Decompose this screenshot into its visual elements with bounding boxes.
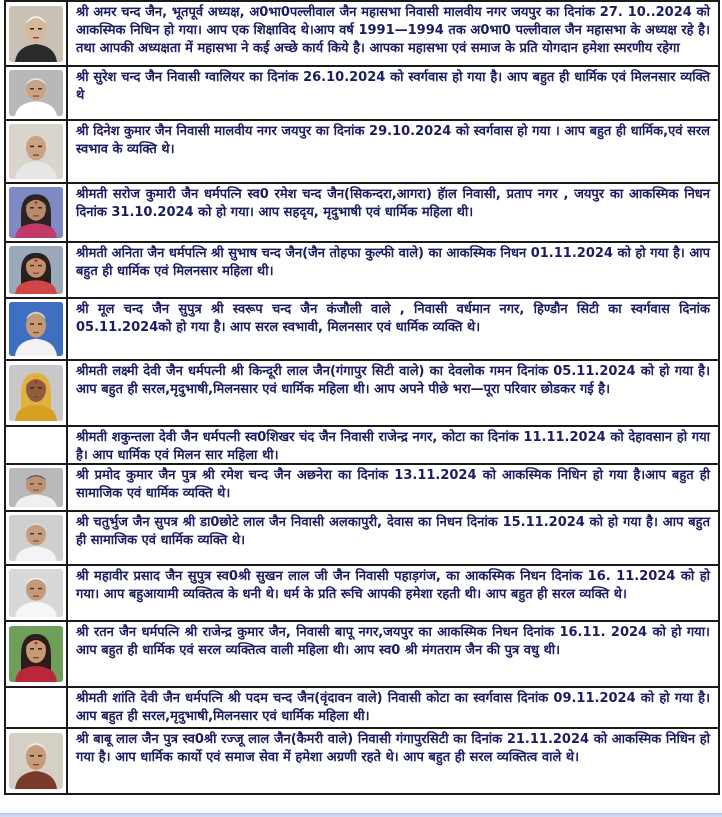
portrait-photo [9, 468, 63, 507]
photo-cell [6, 566, 68, 620]
obituary-row [6, 463, 718, 510]
obituary-text: श्री सुरेश चन्द जैन निवासी ग्वालियर का दिनांक 26.10.2024 को स्वर्गवास हो गया है। आप बहुत ही धार्मिक एवं मिलनसार व्यक्ति थे [76, 70, 710, 103]
portrait-icon [9, 515, 63, 561]
portrait-icon [9, 733, 63, 789]
photo-cell [6, 299, 68, 359]
obituary-row [6, 510, 718, 564]
photo-cell [6, 67, 68, 119]
portrait-photo [9, 124, 63, 179]
obituary-row [6, 182, 718, 241]
photo-cell [6, 512, 68, 564]
photo-cell [6, 2, 68, 65]
portrait-photo [9, 187, 63, 238]
obituary-text: श्री महावीर प्रसाद जैन सुपुत्र स्व0श्री सुखन लाल जी जैन निवासी पहाड़गंज, का आकस्मिक निधन दिनांक 16. 11.2024 को हो गया। आप बहुआयामी व्यक्तित्व के धनी थे। धर्म के प्रति रूचि आपकी हमेशा रहती थी। आप बहुत ही सरल व्यक्ति थे। [76, 569, 710, 602]
portrait-photo [9, 733, 63, 789]
portrait-icon [9, 6, 63, 62]
obituary-text: श्रीमती सरोज कुमारी जैन धर्मपत्नि स्व0 रमेश चन्द जैन(सिकन्दरा,आगरा) हॅाल निवासी, प्रताप नगर , जयपुर का आकस्मिक निधन दिनांक 31.10.2024 को हो गया। आप सहदृय, मृदुभाषी एवं धार्मिक महिला थी। [76, 187, 710, 220]
portrait-photo [9, 70, 63, 116]
portrait-icon [9, 246, 63, 294]
obituary-row [6, 65, 718, 119]
obituary-row [6, 727, 718, 795]
obituary-text: श्री अमर चन्द जैन, भूतपूर्व अध्यक्ष, अ0भा0पल्लीवाल जैन महासभा निवासी मालवीय नगर जयपुर का दिनांक 27. 10..2024 को आकस्मिक निधिन हो गया। आप एक शिक्षाविद थे।आप वर्ष 1991—1994 तक अ0भा0 पल्लीवाल जैन महासभा के अध्यक्ष रहे है। तथा आपकी अध्यक्षता में महासभा ने कई अच्छे कार्य किये है। आपका महासभा एवं समाज के प्रति योगदान हमेशा स्मरणीय रहेगा [76, 5, 710, 56]
photo-cell [6, 622, 68, 686]
obituary-row [6, 119, 718, 182]
photo-cell [6, 688, 68, 727]
obituary-row [6, 359, 718, 425]
obituary-text: श्री प्रमोद कुमार जैन पुत्र श्री रमेश चन्द जैन अछनेरा का दिनांक 13.11.2024 को आकस्मिक निधिन हो गया है।आप बहुत ही सामाजिक एवं धार्मिक व्यक्ति थे। [76, 468, 710, 501]
portrait-icon [9, 70, 63, 116]
portrait-photo [9, 302, 63, 356]
obituary-text: श्रीमती शांति देवी जैन धर्मपत्नि श्री पदम चन्द जैन(वृंदावन वाले) निवासी कोटा का स्वर्गवास दिनांक 09.11.2024 को हो गया है। आप बहुत ही सरल,मृदुभाषी,मिलनसार एवं धार्मिक महिला थी। [76, 691, 710, 724]
portrait-icon [9, 626, 63, 682]
obituary-row [6, 0, 718, 65]
obituary-row [6, 297, 718, 359]
photo-cell [6, 729, 68, 793]
obituary-text: श्रीमती अनिता जैन धर्मपत्नि श्री सुभाष चन्द जैन(जैन तोहफा कुल्फी वाले) का आकस्मिक निधन 01.11.2024 को हो गया है। आप बहुत ही धार्मिक एवं मिलनसार महिला थी। [76, 246, 710, 279]
portrait-icon [9, 187, 63, 238]
portrait-photo [9, 626, 63, 682]
footer-strip [0, 811, 722, 817]
photo-cell [6, 427, 68, 463]
obituary-text: श्रीमती लक्ष्मी देवी जैन धर्मपत्नी श्री किन्दूरी लाल जैन(गंगापुर सिटी वाले) का देवलोक गमन दिनांक 05.11.2024 को हो गया है। आप बहुत ही सरल,मृदुभाषी,मिलनसार एवं धार्मिक महिला थी। आप अपने पीछे भरा—पूरा परिवार छोडकर गई है। [76, 364, 710, 397]
obituary-row [6, 425, 718, 463]
portrait-icon [9, 302, 63, 356]
obituary-text: श्री रतन जैन धर्मपत्नि श्री राजेन्द्र कुमार जैन, निवासी बापू नगर,जयपुर का आकस्मिक निधन दिनांक 16.11. 2024 को हो गया। आप बहुत ही धार्मिक एवं सरल व्यक्तित्व वाली महिला थी। आप स्व0 श्री मंगतराम जैन की पुत्र वधु थी। [76, 625, 710, 658]
obituary-row [6, 686, 718, 727]
portrait-photo [9, 569, 63, 617]
obituary-text: श्रीमती शकुन्तला देवी जैन धर्मपत्नी स्व0शिखर चंद जैन निवासी राजेन्द्र नगर, कोटा का दिनांक 11.11.2024 को देहावसान हो गया है। आप धार्मिक एवं मिलन सार महिला थी। [76, 430, 710, 463]
obituary-text: श्री चतुर्भुज जैन सुपत्र श्री डा0छोटे लाल जैन निवासी अलकापुरी, देवास का निधन दिनांक 15.11.2024 को हो गया है। आप बहुत ही सामाजिक एवं धार्मिक व्यक्ति थे। [76, 515, 710, 548]
obituary-table [4, 0, 720, 795]
obituary-text: श्री मूल चन्द जैन सुपुत्र श्री स्वरूप चन्द जैन कंजौली वाले , निवासी वर्धमान नगर, हिण्डौन सिटी का स्वर्गवास दिनांक 05.11.2024को हो गया है। आप सरल स्वभावी, मिलनसार एवं धार्मिक व्यक्ति थे। [76, 302, 710, 335]
portrait-icon [9, 569, 63, 617]
photo-cell [6, 243, 68, 297]
portrait-photo [9, 6, 63, 62]
portrait-icon [9, 365, 63, 421]
photo-cell [6, 361, 68, 425]
obituary-row [6, 620, 718, 686]
photo-cell [6, 465, 68, 510]
portrait-photo [9, 246, 63, 294]
portrait-icon [9, 468, 63, 507]
portrait-icon [9, 124, 63, 179]
photo-cell [6, 121, 68, 182]
obituary-row [6, 241, 718, 297]
photo-cell [6, 184, 68, 241]
portrait-photo [9, 515, 63, 561]
obituary-text: श्री बाबू लाल जैन पुत्र स्व0श्री रज्जू लाल जैन(कैमरी वाले) निवासी गंगापुरसिटी का दिनांक 21.11.2024 को आकस्मिक निधिन हो गया है। आप धार्मिक कार्यो एवं समाज सेवा में हमेशा अग्रणी रहते थे। आप बहुत ही सरल व्यक्तित्व वाले थे। [76, 732, 710, 765]
obituary-text: श्री दिनेश कुमार जैन निवासी मालवीय नगर जयपुर का दिनांक 29.10.2024 को स्वर्गवास हो गया । आप बहुत ही धार्मिक,एवं सरल स्वभाव के व्यक्ति थे। [76, 124, 710, 157]
obituary-row [6, 564, 718, 620]
portrait-photo [9, 365, 63, 421]
